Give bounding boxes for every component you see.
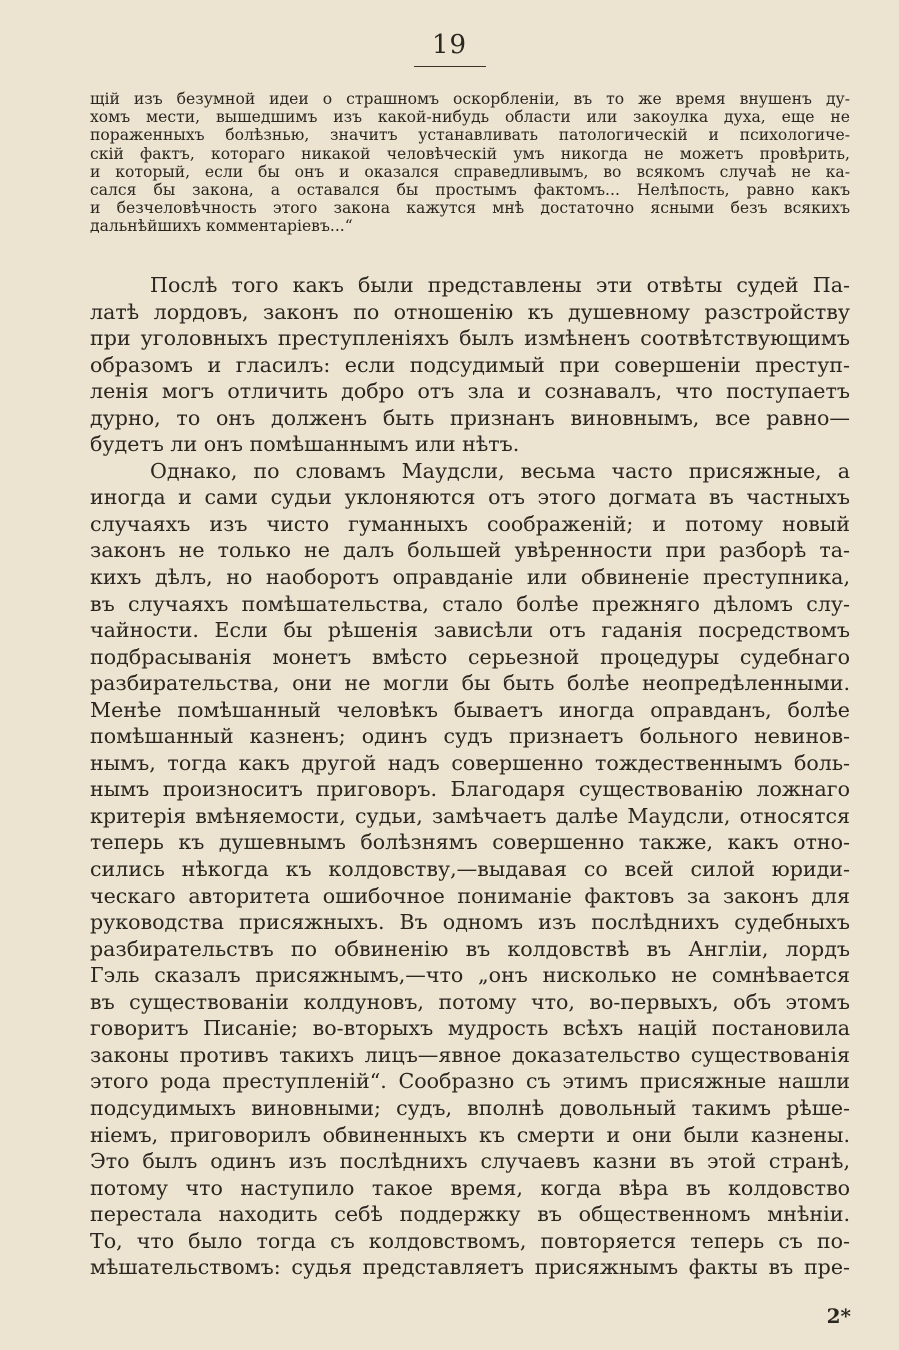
body-line: кихъ дѣлъ, но наоборотъ оправданіе или обвиненіе преступника, bbox=[90, 565, 850, 590]
body-line: латѣ лордовъ, законъ по отношенію къ душевному разстройству bbox=[90, 299, 850, 324]
body-line: мѣшательствомъ: судья представляетъ присяжнымъ факты въ пре- bbox=[90, 1255, 850, 1280]
body-line: разбирательствъ по обвиненію въ колдовствѣ въ Англіи, лордъ bbox=[90, 936, 850, 961]
body-line: Это былъ одинъ изъ послѣднихъ случаевъ казни въ этой странѣ, bbox=[90, 1149, 850, 1174]
body-line: перестала находить себѣ поддержку въ общественномъ мнѣніи. bbox=[90, 1202, 850, 1227]
body-line: будетъ ли онъ помѣшаннымъ или нѣтъ. bbox=[90, 432, 520, 457]
body-line: въ существованіи колдуновъ, потому что, во-первыхъ, объ этомъ bbox=[90, 989, 850, 1014]
page-number-rule bbox=[414, 66, 486, 67]
signature-mark: 2* bbox=[826, 1304, 851, 1328]
body-line: говоритъ Писаніе; во-вторыхъ мудрость всѣхъ націй постановила bbox=[90, 1016, 850, 1041]
body-line: ленія могъ отличить добро отъ зла и сознавалъ, что поступаетъ bbox=[90, 379, 850, 404]
quote-line: хомъ мести, вышедшимъ изъ какой-нибудь области или закоулка духа, еще не bbox=[90, 108, 850, 127]
body-line: законъ не только не далъ большей увѣренности при разборѣ та- bbox=[90, 538, 850, 563]
quote-line: и безчеловѣчность этого закона кажутся мнѣ достаточно ясными безъ всякихъ bbox=[90, 199, 850, 218]
body-line: чайности. Если бы рѣшенія зависѣли отъ гаданія посредствомъ bbox=[90, 618, 850, 643]
body-line: нымъ произноситъ приговоръ. Благодаря существованію ложнаго bbox=[90, 777, 850, 802]
body-line: въ случаяхъ помѣшательства, стало болѣе прежняго дѣломъ слу- bbox=[90, 591, 850, 616]
body-line: Послѣ того какъ были представлены эти отвѣты судей Па- bbox=[150, 273, 850, 297]
body-line: помѣшанный казненъ; одинъ судъ признаетъ больного невинов- bbox=[90, 724, 850, 749]
quote-line: сался бы закона, а оставался бы простымъ фактомъ... Нелѣпость, равно какъ bbox=[90, 180, 850, 199]
body-line: этого рода преступленій“. Сообразно съ этимъ присяжные нашли bbox=[90, 1069, 850, 1094]
quote-line: щій изъ безумной идеи о страшномъ оскорбленіи, въ то же время внушенъ ду- bbox=[90, 90, 850, 108]
body-line: сились нѣкогда къ колдовству,—выдавая со всей силой юриди- bbox=[90, 857, 850, 882]
quote-line: скій фактъ, котораго никакой человѣческій умъ никогда не можетъ провѣрить, bbox=[90, 144, 850, 163]
body-line: руководства присяжныхъ. Въ одномъ изъ послѣднихъ судебныхъ bbox=[90, 910, 850, 935]
body-line: Менѣе помѣшанный человѣкъ бываетъ иногда оправданъ, болѣе bbox=[90, 697, 850, 722]
body-line: нымъ, тогда какъ другой надъ совершенно тождественнымъ боль- bbox=[90, 750, 850, 775]
quote-line: дальнѣйшихъ комментаріевъ...“ bbox=[90, 217, 353, 236]
body-line: ческаго авторитета ошибочное пониманіе фактовъ за законъ для bbox=[90, 883, 850, 908]
body-line: теперь къ душевнымъ болѣзнямъ совершенно также, какъ отно- bbox=[90, 830, 850, 855]
body-line: ніемъ, приговорилъ обвиненныхъ къ смерти и они были казнены. bbox=[90, 1122, 850, 1147]
quoted-passage bbox=[90, 90, 850, 236]
body-line: законы противъ такихъ лицъ—явное доказательство существованія bbox=[90, 1042, 850, 1067]
body-line: подсудимыхъ виновными; судъ, вполнѣ довольный такимъ рѣше- bbox=[90, 1095, 850, 1120]
page-number: 19 bbox=[431, 30, 468, 60]
body-line: потому что наступило такое время, когда вѣра въ колдовство bbox=[90, 1175, 850, 1200]
main-text bbox=[90, 272, 850, 1281]
body-line: Гэль сказалъ присяжнымъ,—что „онъ нисколько не сомнѣвается bbox=[90, 963, 850, 988]
body-line: случаяхъ изъ чисто гуманныхъ соображеній; и потому новый bbox=[90, 511, 850, 536]
quote-line: и который, если бы онъ и оказался справедливымъ, во всякомъ случаѣ не ка- bbox=[90, 162, 850, 181]
body-line: иногда и сами судьи уклоняются отъ этого догмата въ частныхъ bbox=[90, 485, 850, 510]
body-line: при уголовныхъ преступленіяхъ былъ измѣненъ соотвѣтствующимъ bbox=[90, 326, 850, 351]
body-line: критерія вмѣняемости, судьи, замѣчаетъ далѣе Маудсли, относятся bbox=[90, 803, 850, 828]
body-line: Однако, по словамъ Маудсли, весьма часто присяжные, а bbox=[150, 458, 850, 483]
body-line: подбрасыванія монетъ вмѣсто серьезной процедуры судебнаго bbox=[90, 644, 850, 669]
body-line: То, что было тогда съ колдовствомъ, повторяется теперь съ по- bbox=[90, 1228, 850, 1253]
body-line: образомъ и гласилъ: если подсудимый при совершеніи преступ- bbox=[90, 352, 850, 377]
body-line: дурно, то онъ долженъ быть признанъ виновнымъ, все равно— bbox=[90, 405, 850, 430]
body-line: разбирательства, они не могли бы быть болѣе неопредѣленными. bbox=[90, 671, 850, 696]
quote-line: пораженныхъ болѣзнью, значитъ устанавливать патологическій и психологиче- bbox=[90, 126, 850, 145]
